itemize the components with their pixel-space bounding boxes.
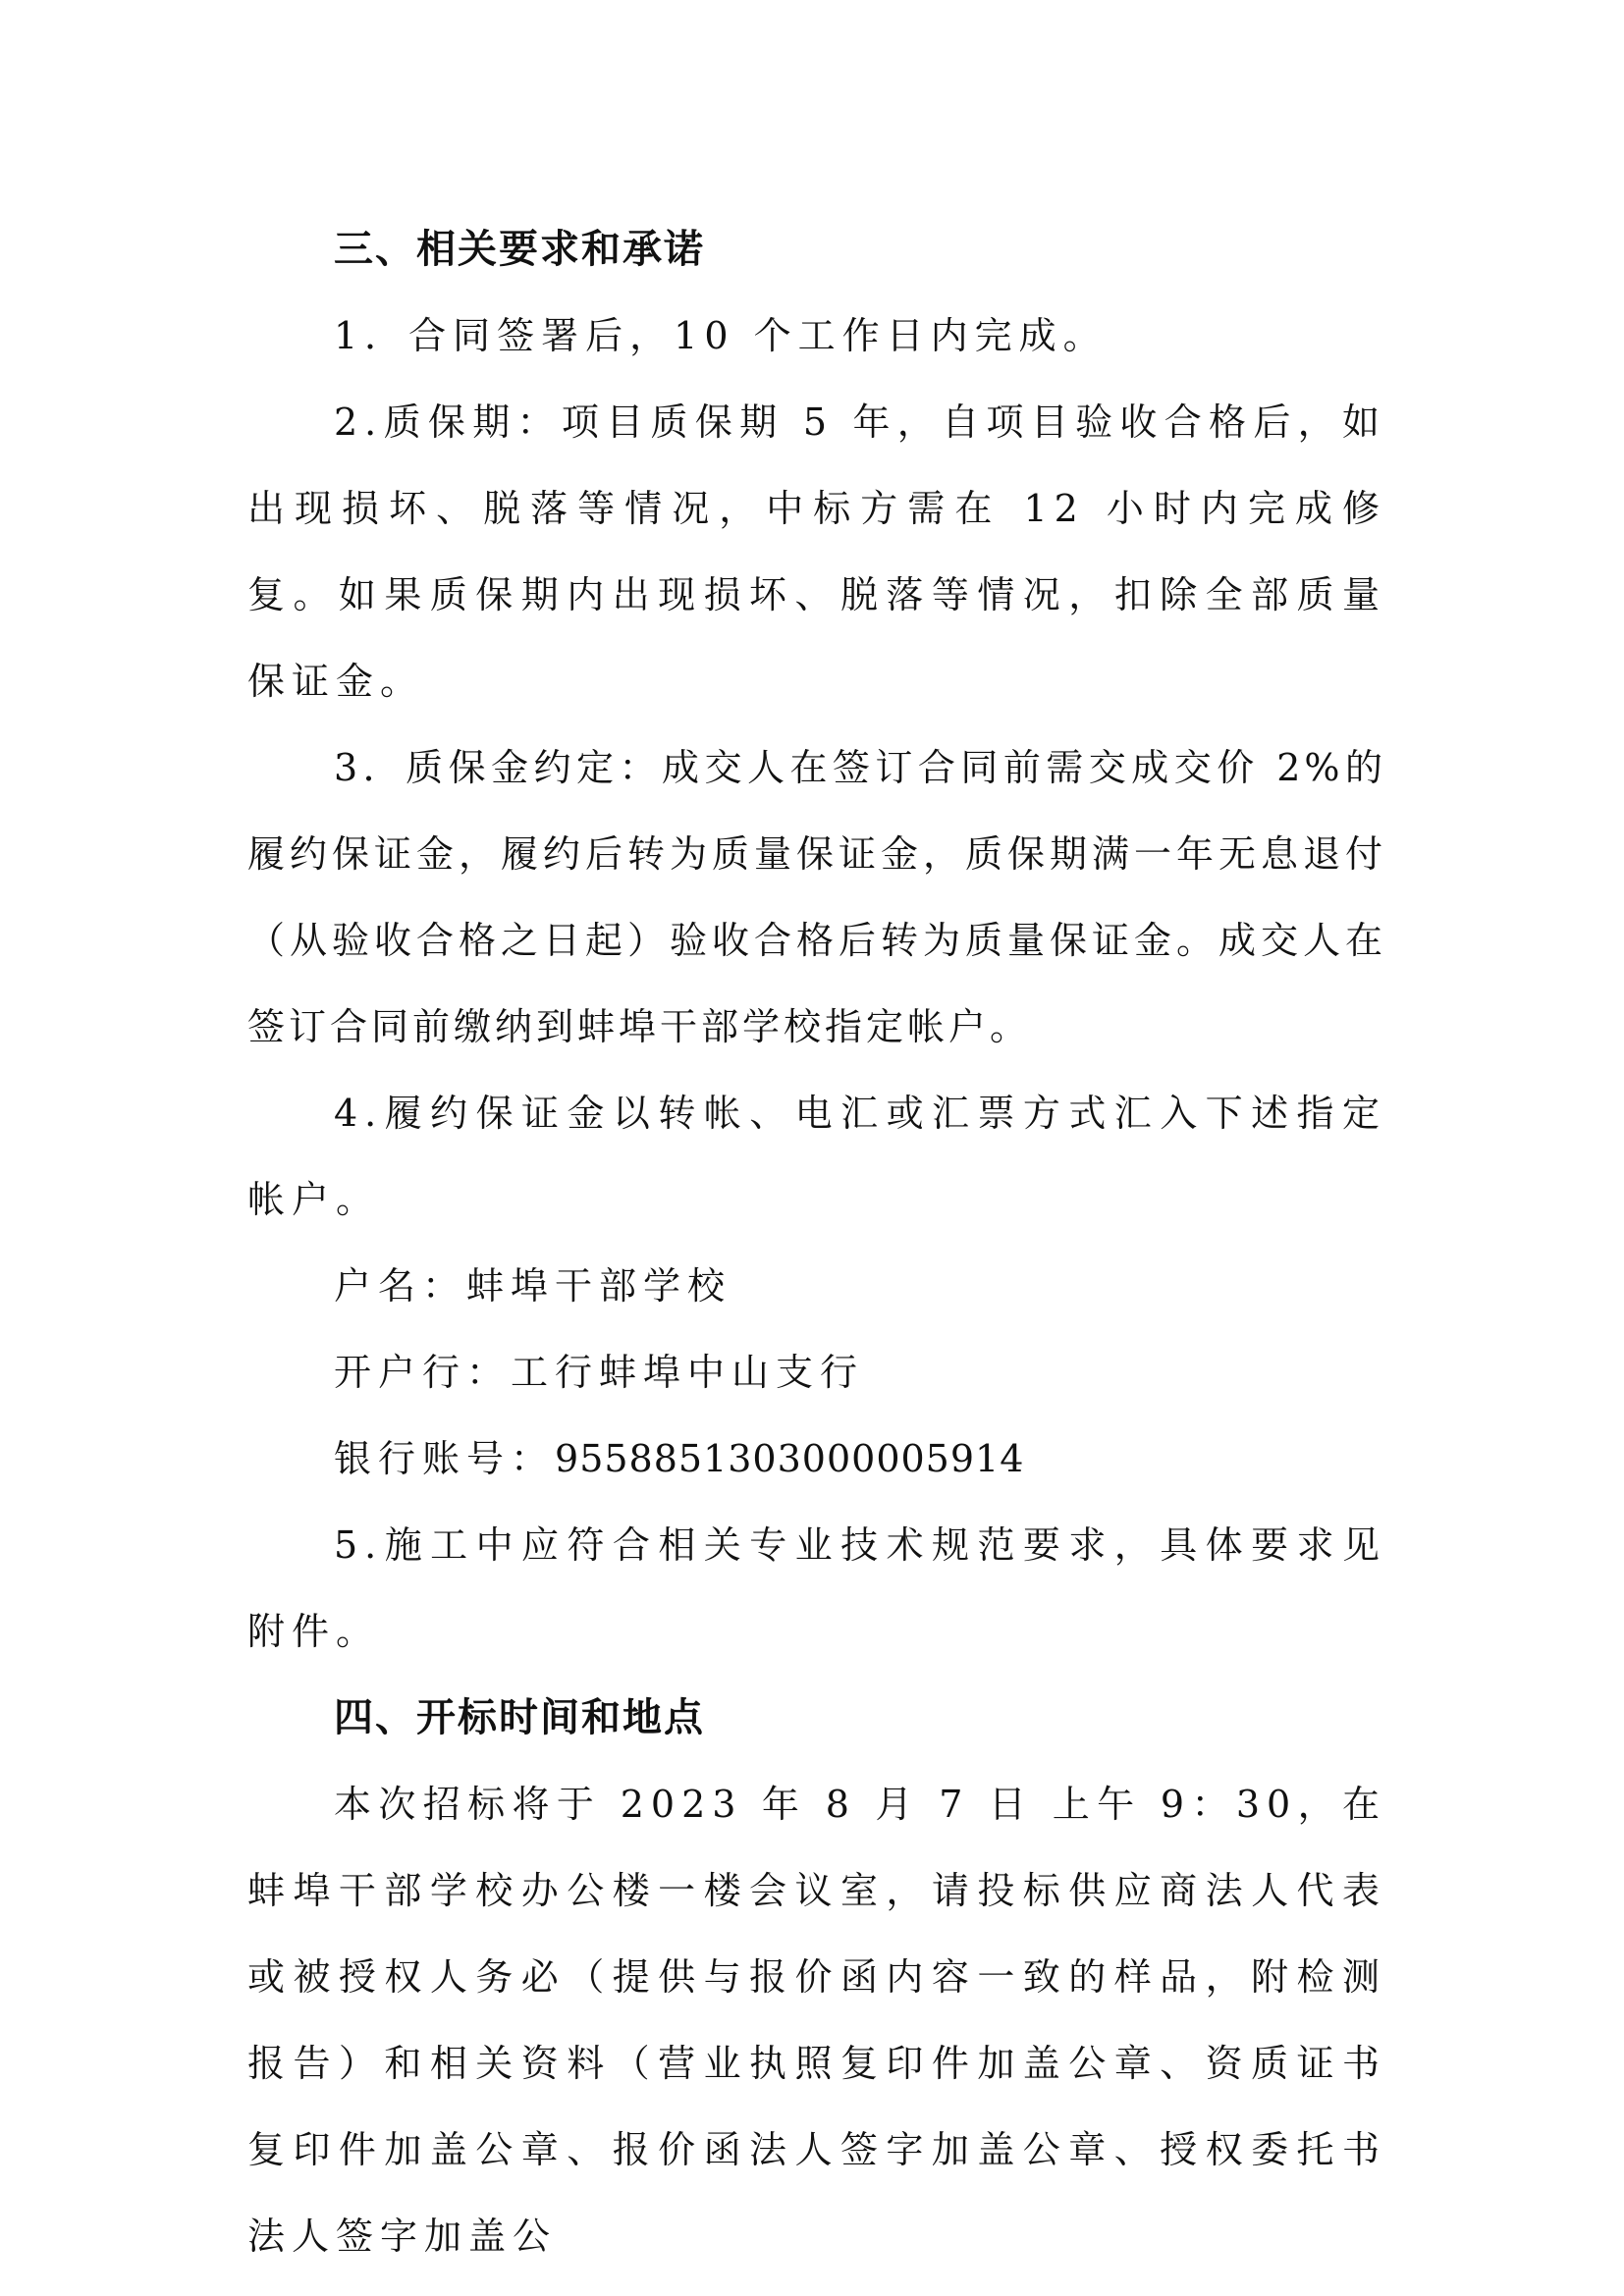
requirement-item-5-construction-standards: 5.施工中应符合相关专业技术规范要求，具体要求见附件。 [247, 1523, 1386, 1653]
section-4-heading: 四、开标时间和地点 [334, 1695, 705, 1740]
account-name-value: 蚌埠干部学校 [466, 1264, 732, 1308]
requirement-item-4-payment-method: 4.履约保证金以转帐、电汇或汇票方式汇入下述指定帐户。 [247, 1092, 1386, 1221]
bank-label: 开户行： [334, 1351, 512, 1394]
bid-opening-details: 本次招标将于 2023 年 8 月 7 日 上午 9：30，在蚌埠干部学校办公楼一楼会议室，请投标供应商法人代表或被授权人务必（提供与报价函内容一致的样品，附检测报告）和相关资料（营业执照复印件加盖公章、资质证书复印件加盖公章、报价函法人签字加盖公章、授权委托书法人签字加盖公 [247, 1783, 1386, 2258]
section-3-heading: 三、相关要求和承诺 [334, 227, 705, 272]
bank-line [247, 1329, 1386, 1415]
document-body [247, 206, 1386, 2279]
account-number-label: 银行账号： [334, 1437, 556, 1480]
account-name-label: 户名： [334, 1264, 467, 1308]
requirement-item-2-warranty-period: 2.质保期：项目质保期 5 年，自项目验收合格后，如出现损坏、脱落等情况，中标方需在 12 小时内完成修复。如果质保期内出现损坏、脱落等情况，扣除全部质量保证金。 [247, 400, 1386, 703]
account-name-line [247, 1243, 1386, 1329]
requirement-item-3-warranty-deposit: 3．质保金约定：成交人在签订合同前需交成交价 2%的履约保证金，履约后转为质量保证金，质保期满一年无息退付（从验收合格之日起）验收合格后转为质量保证金。成交人在签订合同前缴纳到蚌埠干部学校指定帐户。 [247, 746, 1386, 1048]
bank-value: 工行蚌埠中山支行 [511, 1351, 865, 1394]
requirement-item-1: 1．合同签署后，10 个工作日内完成。 [334, 314, 1108, 357]
account-number-value: 9558851303000005914 [555, 1437, 1025, 1480]
account-number-line [247, 1415, 1386, 1502]
